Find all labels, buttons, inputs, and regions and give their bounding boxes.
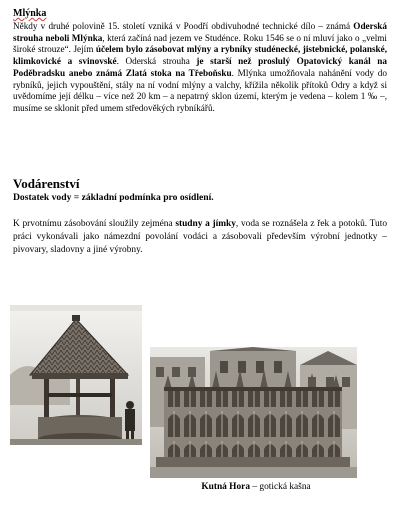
paragraph-mlynka — [13, 21, 387, 115]
fountain-photo-icon — [150, 347, 357, 478]
section-subheading: Dostatek vody = základní podmínka pro osídlení. — [13, 192, 214, 203]
text-run: . Mlýnka umožňovala nahánění vody do rybníků, jejich vypouštění, stály na ní vodní mlýny a valchy, křížila několik přítoků Odry a když si uvědomíme její délku – více než 20 km – a nepatrný sklon území, kterým je vedena – kolem 1 ‰ –, musíme se sklonit před umem středověkých rybníkářů. — [13, 67, 387, 113]
bold-run: účelem bylo zásobovat mlýny a rybníky studénecké, jistebnické, polanské, klimkovické a svinovské — [13, 44, 388, 67]
bold-run: je starší než proslulý Opatovický kanál na Poděbradsku anebo známá Zlatá stoka na Třeboňsku — [13, 56, 387, 78]
text-run: K prvotnímu zásobování sloužily zejména — [13, 219, 176, 229]
caption-text: – gotická kašna — [250, 482, 311, 492]
photo-caption — [176, 482, 336, 492]
text-run: , voda se roznášela z řek a potoků. Tuto práci vykonávali jako námezdní povolání vodáci a zásobovali především výrobní jednotky – pivovary, sladovny a jiné výrobny. — [13, 219, 388, 255]
section-heading-mlynka: Mlýnka — [13, 8, 47, 19]
text-run: Někdy v druhé polovině 15. století vzniká v Poodří obdivuhodné technické dílo – známá — [13, 21, 354, 31]
paragraph-vodarenstvi — [13, 218, 387, 257]
section-heading-vodarenstvi: Vodárenství — [13, 176, 80, 191]
caption-place: Kutná Hora — [201, 482, 251, 492]
bold-run: Oderská strouha neboli Mlýnka — [13, 21, 387, 43]
text-run: . Oderská strouha — [116, 56, 197, 67]
text-run: , která začíná nad jezem ve Studénce. Roku 1546 se o ní mluví jako o „velmi široké strouze“. Jejím — [13, 32, 387, 55]
well-photo-icon — [10, 305, 142, 445]
bold-run: studny a jímky — [175, 219, 236, 229]
